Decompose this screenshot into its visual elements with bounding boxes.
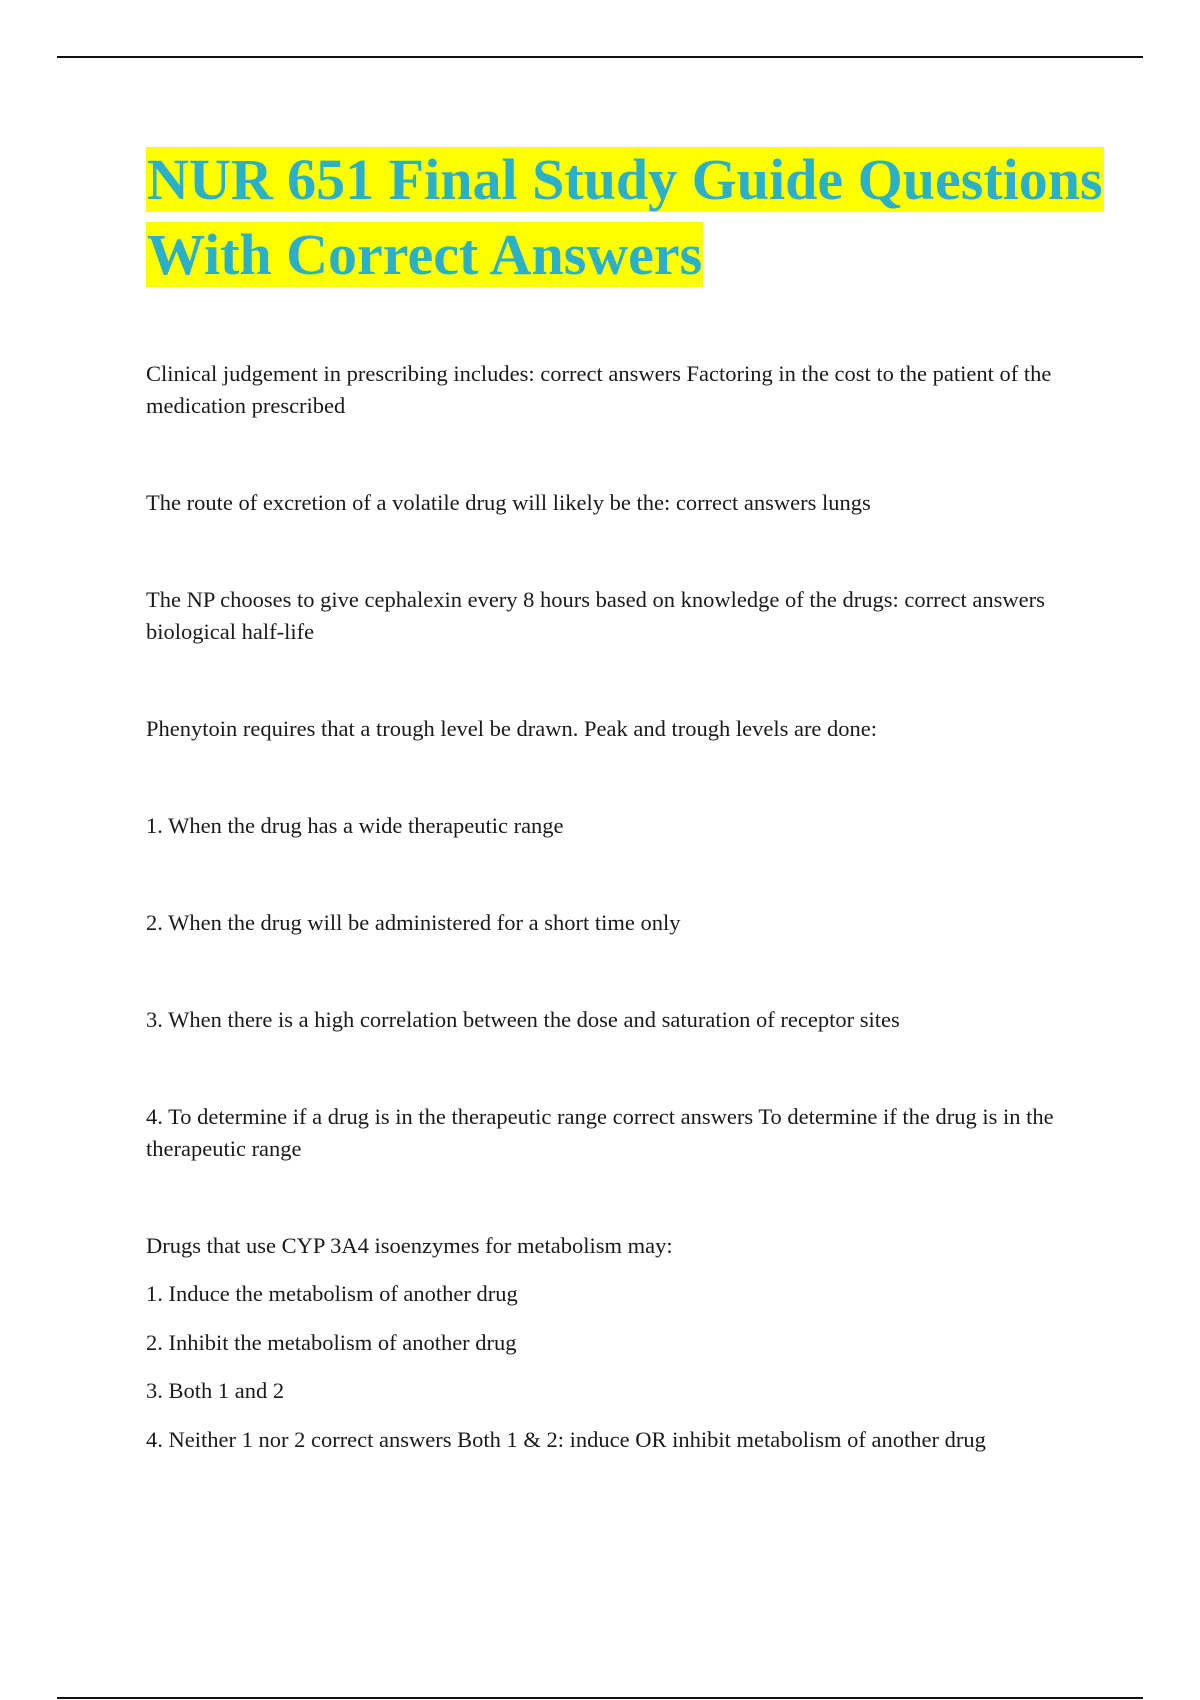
list-item: 3. When there is a high correlation between the dose and saturation of receptor sites (146, 1007, 900, 1032)
top-rule (57, 56, 1143, 58)
bottom-rule (57, 1697, 1143, 1699)
question-paragraph: Phenytoin requires that a trough level be drawn. Peak and trough levels are done: (146, 716, 878, 741)
list-item: 4. To determine if a drug is in the therapeutic range correct answers To determine if the drug is in the therapeutic range (146, 1104, 1054, 1161)
question-paragraph: The NP chooses to give cephalexin every 8 hours based on knowledge of the drugs: correct answers biological half-life (146, 587, 1045, 644)
title-line-1: NUR 651 Final Study Guide Questions (147, 147, 1103, 212)
title-line-2: With Correct Answers (147, 222, 703, 287)
list-item: 1. Induce the metabolism of another drug (146, 1281, 518, 1306)
list-item: 1. When the drug has a wide therapeutic range (146, 813, 564, 838)
list-item: 3. Both 1 and 2 (146, 1378, 285, 1403)
question-paragraph: Clinical judgement in prescribing includes: correct answers Factoring in the cost to the patient of the medication prescribed (146, 361, 1052, 418)
list-item: 2. Inhibit the metabolism of another drug (146, 1330, 517, 1355)
list-item: 4. Neither 1 nor 2 correct answers Both 1 & 2: induce OR inhibit metabolism of another drug (146, 1427, 986, 1452)
list-item: 2. When the drug will be administered for a short time only (146, 910, 681, 935)
question-paragraph: Drugs that use CYP 3A4 isoenzymes for metabolism may: (146, 1233, 673, 1258)
document-title (146, 142, 1106, 292)
question-paragraph: The route of excretion of a volatile drug will likely be the: correct answers lungs (146, 490, 871, 515)
